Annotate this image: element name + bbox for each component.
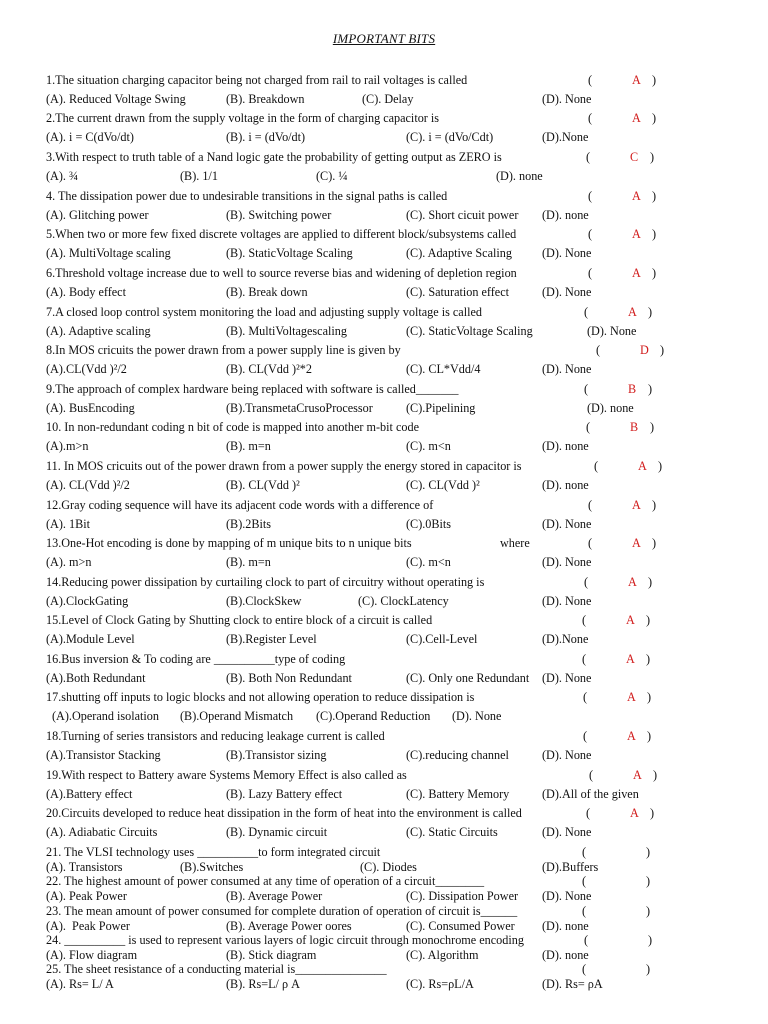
answer-open-paren: ( xyxy=(588,498,593,512)
question-22 xyxy=(0,873,768,889)
option-b: (B). Switching power xyxy=(226,208,332,222)
answer-mark: A xyxy=(632,536,641,550)
option-d: (D). None xyxy=(542,825,592,839)
option-b: (B). Dynamic circuit xyxy=(226,825,328,839)
answer-open-paren: ( xyxy=(582,613,587,627)
answer-close-paren: ) xyxy=(660,343,665,357)
option-d: (D). None xyxy=(452,709,502,723)
question-text: 6.Threshold voltage increase due to well to source reverse bias and widening of depletion region xyxy=(46,266,517,280)
options-row-13 xyxy=(0,554,768,570)
answer-open-paren: ( xyxy=(582,652,587,666)
option-c: (C). Dissipation Power xyxy=(406,889,519,903)
option-b: (B).Operand Mismatch xyxy=(180,709,294,723)
options-row-12 xyxy=(0,516,768,532)
question-17 xyxy=(0,689,768,705)
options-row-4 xyxy=(0,207,768,223)
answer-close-paren: ) xyxy=(652,266,657,280)
answer-mark: A xyxy=(627,729,636,743)
options-row-16 xyxy=(0,670,768,686)
question-text: 16.Bus inversion & To coding are __________type of coding xyxy=(46,652,346,666)
answer-close-paren: ) xyxy=(648,305,653,319)
question-9 xyxy=(0,381,768,397)
option-c: (C). Only one Redundant xyxy=(406,671,530,685)
option-a: (A). Adaptive scaling xyxy=(46,324,151,338)
answer-open-paren: ( xyxy=(583,690,588,704)
question-14 xyxy=(0,574,768,590)
answer-mark: A xyxy=(626,613,635,627)
option-c: (C).Operand Reduction xyxy=(316,709,431,723)
question-text: 24. __________ is used to represent various layers of logic circuit through monochrome encoding xyxy=(46,933,524,947)
question-text: 9.The approach of complex hardware being replaced with software is called_______ xyxy=(46,382,459,396)
answer-mark: A xyxy=(632,111,641,125)
question-extra-text: where xyxy=(500,536,530,550)
option-d: (D). none xyxy=(542,478,589,492)
question-20 xyxy=(0,805,768,821)
answer-close-paren: ) xyxy=(646,874,651,888)
option-d: (D). none xyxy=(587,401,634,415)
option-a: (A). i = C(dVo/dt) xyxy=(46,130,134,144)
page-title: IMPORTANT BITS xyxy=(332,31,436,46)
option-b: (B). Rs=L/ ρ A xyxy=(226,977,300,991)
question-2 xyxy=(0,110,768,126)
answer-close-paren: ) xyxy=(648,575,653,589)
option-b: (B). Break down xyxy=(226,285,308,299)
option-b: (B).Register Level xyxy=(226,632,317,646)
answer-close-paren: ) xyxy=(646,962,651,976)
option-a: (A). Adiabatic Circuits xyxy=(46,825,158,839)
option-b: (B). StaticVoltage Scaling xyxy=(226,246,353,260)
option-b: (B). CL(Vdd )²*2 xyxy=(226,362,312,376)
answer-close-paren: ) xyxy=(652,189,657,203)
option-d: (D). None xyxy=(542,246,592,260)
question-text: 21. The VLSI technology uses __________to form integrated circuit xyxy=(46,845,381,859)
option-c: (C). Algorithm xyxy=(406,948,479,962)
option-a: (A). Transistors xyxy=(46,860,123,874)
option-a: (A). Glitching power xyxy=(46,208,149,222)
option-a: (A).ClockGating xyxy=(46,594,129,608)
options-row-17 xyxy=(0,708,768,724)
answer-close-paren: ) xyxy=(646,613,651,627)
option-d: (D). none xyxy=(542,948,589,962)
option-c: (C). Static Circuits xyxy=(406,825,498,839)
option-d: (D).None xyxy=(542,130,589,144)
option-a: (A).CL(Vdd )²/2 xyxy=(46,362,127,376)
answer-open-paren: ( xyxy=(589,768,594,782)
option-a: (A).Both Redundant xyxy=(46,671,146,685)
question-text: 8.In MOS cricuits the power drawn from a power supply line is given by xyxy=(46,343,401,357)
answer-close-paren: ) xyxy=(646,652,651,666)
answer-mark: B xyxy=(630,420,639,434)
option-b: (B). i = (dVo/dt) xyxy=(226,130,306,144)
answer-open-paren: ( xyxy=(588,189,593,203)
answer-open-paren: ( xyxy=(583,729,588,743)
answer-close-paren: ) xyxy=(650,806,655,820)
question-text: 10. In non-redundant coding n bit of code is mapped into another m-bit code xyxy=(46,420,419,434)
question-24 xyxy=(0,932,768,948)
option-a: (A). ¾ xyxy=(46,169,79,183)
question-19 xyxy=(0,767,768,783)
question-18 xyxy=(0,728,768,744)
question-text: 7.A closed loop control system monitoring the load and adjusting supply voltage is called xyxy=(46,305,482,319)
answer-mark: A xyxy=(633,768,642,782)
option-d: (D). None xyxy=(542,555,592,569)
option-d: (D). None xyxy=(542,748,592,762)
answer-open-paren: ( xyxy=(586,150,591,164)
option-c: (C). Adaptive Scaling xyxy=(406,246,512,260)
option-b: (B). CL(Vdd )² xyxy=(226,478,300,492)
option-c: (C). Short cicuit power xyxy=(406,208,519,222)
option-c: (C). Diodes xyxy=(360,860,417,874)
answer-mark: A xyxy=(626,652,635,666)
option-b: (B). m=n xyxy=(226,439,271,453)
option-c: (C). Delay xyxy=(362,92,414,106)
option-b: (B). MultiVoltagescaling xyxy=(226,324,347,338)
option-d: (D). None xyxy=(542,285,592,299)
option-c: (C). m<n xyxy=(406,555,451,569)
options-row-2 xyxy=(0,129,768,145)
option-b: (B). Average Power xyxy=(226,889,323,903)
option-c: (C).Pipelining xyxy=(406,401,476,415)
option-b: (B).TransmetaCrusoProcessor xyxy=(226,401,373,415)
answer-mark: A xyxy=(632,498,641,512)
answer-mark: A xyxy=(638,459,647,473)
option-a: (A). Reduced Voltage Swing xyxy=(46,92,186,106)
options-row-20 xyxy=(0,824,768,840)
question-text: 18.Turning of series transistors and reducing leakage current is called xyxy=(46,729,385,743)
answer-open-paren: ( xyxy=(588,111,593,125)
options-row-7 xyxy=(0,323,768,339)
option-a: (A).Module Level xyxy=(46,632,135,646)
option-d: (D). none xyxy=(496,169,543,183)
option-c: (C). Rs=ρL/A xyxy=(406,977,474,991)
answer-mark: C xyxy=(630,150,639,164)
question-12 xyxy=(0,497,768,513)
option-c: (C). i = (dVo/Cdt) xyxy=(406,130,494,144)
option-b: (B). Breakdown xyxy=(226,92,305,106)
option-d: (D).None xyxy=(542,632,589,646)
answer-mark: B xyxy=(628,382,637,396)
option-c: (C).Cell-Level xyxy=(406,632,478,646)
answer-open-paren: ( xyxy=(588,536,593,550)
answer-open-paren: ( xyxy=(588,266,593,280)
question-23 xyxy=(0,903,768,919)
question-text: 5.When two or more few fixed discrete voltages are applied to different block/subsystems called xyxy=(46,227,517,241)
option-a: (A). Peak Power xyxy=(46,889,127,903)
question-text: 14.Reducing power dissipation by curtailing clock to part of circuitry without operating is xyxy=(46,575,485,589)
answer-mark: A xyxy=(628,305,637,319)
option-a: (A). 1Bit xyxy=(46,517,91,531)
answer-close-paren: ) xyxy=(652,73,657,87)
option-d: (D). None xyxy=(542,671,592,685)
option-c: (C). Consumed Power xyxy=(406,919,515,933)
option-a: (A). Peak Power xyxy=(46,919,130,933)
options-row-8 xyxy=(0,361,768,377)
option-b: (B). Average Power oores xyxy=(226,919,352,933)
answer-open-paren: ( xyxy=(584,305,589,319)
answer-open-paren: ( xyxy=(582,874,587,888)
question-text: 2.The current drawn from the supply voltage in the form of charging capacitor is xyxy=(46,111,440,125)
options-row-3 xyxy=(0,168,768,184)
option-c: (C). ¼ xyxy=(316,169,348,183)
option-d: (D). None xyxy=(542,594,592,608)
answer-close-paren: ) xyxy=(652,227,657,241)
option-a: (A). Flow diagram xyxy=(46,948,138,962)
option-a: (A).Battery effect xyxy=(46,787,133,801)
question-5 xyxy=(0,226,768,242)
option-a: (A).Transistor Stacking xyxy=(46,748,161,762)
answer-close-paren: ) xyxy=(652,536,657,550)
option-c: (C). StaticVoltage Scaling xyxy=(406,324,533,338)
answer-open-paren: ( xyxy=(588,227,593,241)
option-b: (B).ClockSkew xyxy=(226,594,302,608)
option-d: (D). none xyxy=(542,439,589,453)
option-a: (A). Rs= L/ A xyxy=(46,977,114,991)
question-6 xyxy=(0,265,768,281)
options-row-15 xyxy=(0,631,768,647)
question-25 xyxy=(0,961,768,977)
options-row-14 xyxy=(0,593,768,609)
answer-close-paren: ) xyxy=(648,382,653,396)
question-15 xyxy=(0,612,768,628)
option-d: (D). none xyxy=(542,919,589,933)
answer-open-paren: ( xyxy=(596,343,601,357)
option-d: (D). Rs= ρA xyxy=(542,977,603,991)
options-row-10 xyxy=(0,438,768,454)
option-b: (B). Lazy Battery effect xyxy=(226,787,343,801)
question-13 xyxy=(0,535,768,551)
question-7 xyxy=(0,304,768,320)
answer-close-paren: ) xyxy=(646,845,651,859)
answer-close-paren: ) xyxy=(652,111,657,125)
answer-open-paren: ( xyxy=(582,962,587,976)
answer-mark: A xyxy=(632,266,641,280)
option-b: (B). 1/1 xyxy=(180,169,218,183)
answer-close-paren: ) xyxy=(658,459,663,473)
question-1 xyxy=(0,72,768,88)
question-text: 15.Level of Clock Gating by Shutting clock to entire block of a circuit is called xyxy=(46,613,433,627)
question-text: 4. The dissipation power due to undesirable transitions in the signal paths is called xyxy=(46,189,448,203)
answer-open-paren: ( xyxy=(582,845,587,859)
question-10 xyxy=(0,419,768,435)
options-row-6 xyxy=(0,284,768,300)
options-row-18 xyxy=(0,747,768,763)
option-a: (A). BusEncoding xyxy=(46,401,135,415)
question-text: 25. The sheet resistance of a conducting material is_______________ xyxy=(46,962,387,976)
answer-close-paren: ) xyxy=(647,729,652,743)
question-text: 19.With respect to Battery aware Systems Memory Effect is also called as xyxy=(46,768,407,782)
answer-open-paren: ( xyxy=(588,73,593,87)
option-a: (A). MultiVoltage scaling xyxy=(46,246,171,260)
option-b: (B).2Bits xyxy=(226,517,272,531)
answer-close-paren: ) xyxy=(650,150,655,164)
answer-mark: A xyxy=(627,690,636,704)
option-d: (D). None xyxy=(542,92,592,106)
answer-open-paren: ( xyxy=(594,459,599,473)
options-row-11 xyxy=(0,477,768,493)
option-d: (D). None xyxy=(542,362,592,376)
answer-mark: A xyxy=(628,575,637,589)
answer-close-paren: ) xyxy=(647,690,652,704)
option-c: (C).0Bits xyxy=(406,517,452,531)
answer-mark: D xyxy=(640,343,649,357)
question-text: 23. The mean amount of power consumed for complete duration of operation of circuit is______ xyxy=(46,904,518,918)
option-b: (B). Both Non Redundant xyxy=(226,671,352,685)
answer-mark: A xyxy=(630,806,639,820)
option-a: (A). Body effect xyxy=(46,285,126,299)
question-21 xyxy=(0,844,768,860)
answer-open-paren: ( xyxy=(586,806,591,820)
answer-open-paren: ( xyxy=(586,420,591,434)
option-c: (C). CL*Vdd/4 xyxy=(406,362,481,376)
answer-open-paren: ( xyxy=(584,575,589,589)
answer-mark: A xyxy=(632,189,641,203)
option-b: (B). m=n xyxy=(226,555,271,569)
option-b: (B).Switches xyxy=(180,860,244,874)
options-row-5 xyxy=(0,245,768,261)
answer-open-paren: ( xyxy=(584,933,589,947)
question-16 xyxy=(0,651,768,667)
option-d: (D). None xyxy=(587,324,637,338)
answer-close-paren: ) xyxy=(652,498,657,512)
answer-close-paren: ) xyxy=(646,904,651,918)
option-c: (C). Saturation effect xyxy=(406,285,509,299)
option-a: (A).m>n xyxy=(46,439,89,453)
answer-close-paren: ) xyxy=(653,768,658,782)
question-text: 12.Gray coding sequence will have its adjacent code words with a difference of xyxy=(46,498,434,512)
options-row-22 xyxy=(0,888,768,904)
option-c: (C). m<n xyxy=(406,439,451,453)
options-row-9 xyxy=(0,400,768,416)
question-text: 20.Circuits developed to reduce heat dissipation in the form of heat into the environment is called xyxy=(46,806,522,820)
question-3 xyxy=(0,149,768,165)
option-a: (A). CL(Vdd )²/2 xyxy=(46,478,130,492)
answer-open-paren: ( xyxy=(584,382,589,396)
answer-mark: A xyxy=(632,73,641,87)
option-b: (B). Stick diagram xyxy=(226,948,317,962)
answer-close-paren: ) xyxy=(650,420,655,434)
question-4 xyxy=(0,188,768,204)
question-text: 22. The highest amount of power consumed at any time of operation of a circuit________ xyxy=(46,874,485,888)
option-d: (D). None xyxy=(542,889,592,903)
option-a: (A). m>n xyxy=(46,555,92,569)
options-row-25 xyxy=(0,976,768,992)
options-row-1 xyxy=(0,91,768,107)
option-a: (A).Operand isolation xyxy=(52,709,159,723)
option-c: (C). Battery Memory xyxy=(406,787,510,801)
option-b: (B).Transistor sizing xyxy=(226,748,327,762)
option-d: (D). none xyxy=(542,208,589,222)
question-text: 13.One-Hot encoding is done by mapping of m unique bits to n unique bits xyxy=(46,536,412,550)
option-d: (D).All of the given xyxy=(542,787,639,801)
option-c: (C). ClockLatency xyxy=(358,594,449,608)
answer-close-paren: ) xyxy=(648,933,653,947)
question-8 xyxy=(0,342,768,358)
options-row-19 xyxy=(0,786,768,802)
option-d: (D).Buffers xyxy=(542,860,599,874)
option-d: (D). None xyxy=(542,517,592,531)
question-text: 3.With respect to truth table of a Nand logic gate the probability of getting output as ZERO is xyxy=(46,150,502,164)
option-c: (C). CL(Vdd )² xyxy=(406,478,480,492)
answer-mark: A xyxy=(632,227,641,241)
answer-open-paren: ( xyxy=(582,904,587,918)
option-c: (C).reducing channel xyxy=(406,748,509,762)
question-11 xyxy=(0,458,768,474)
question-text: 1.The situation charging capacitor being not charged from rail to rail voltages is called xyxy=(46,73,468,87)
question-text: 17.shutting off inputs to logic blocks and not allowing operation to reduce dissipation is xyxy=(46,690,475,704)
question-text: 11. In MOS cricuits out of the power drawn from a power supply the energy stored in capacitor is xyxy=(46,459,522,473)
